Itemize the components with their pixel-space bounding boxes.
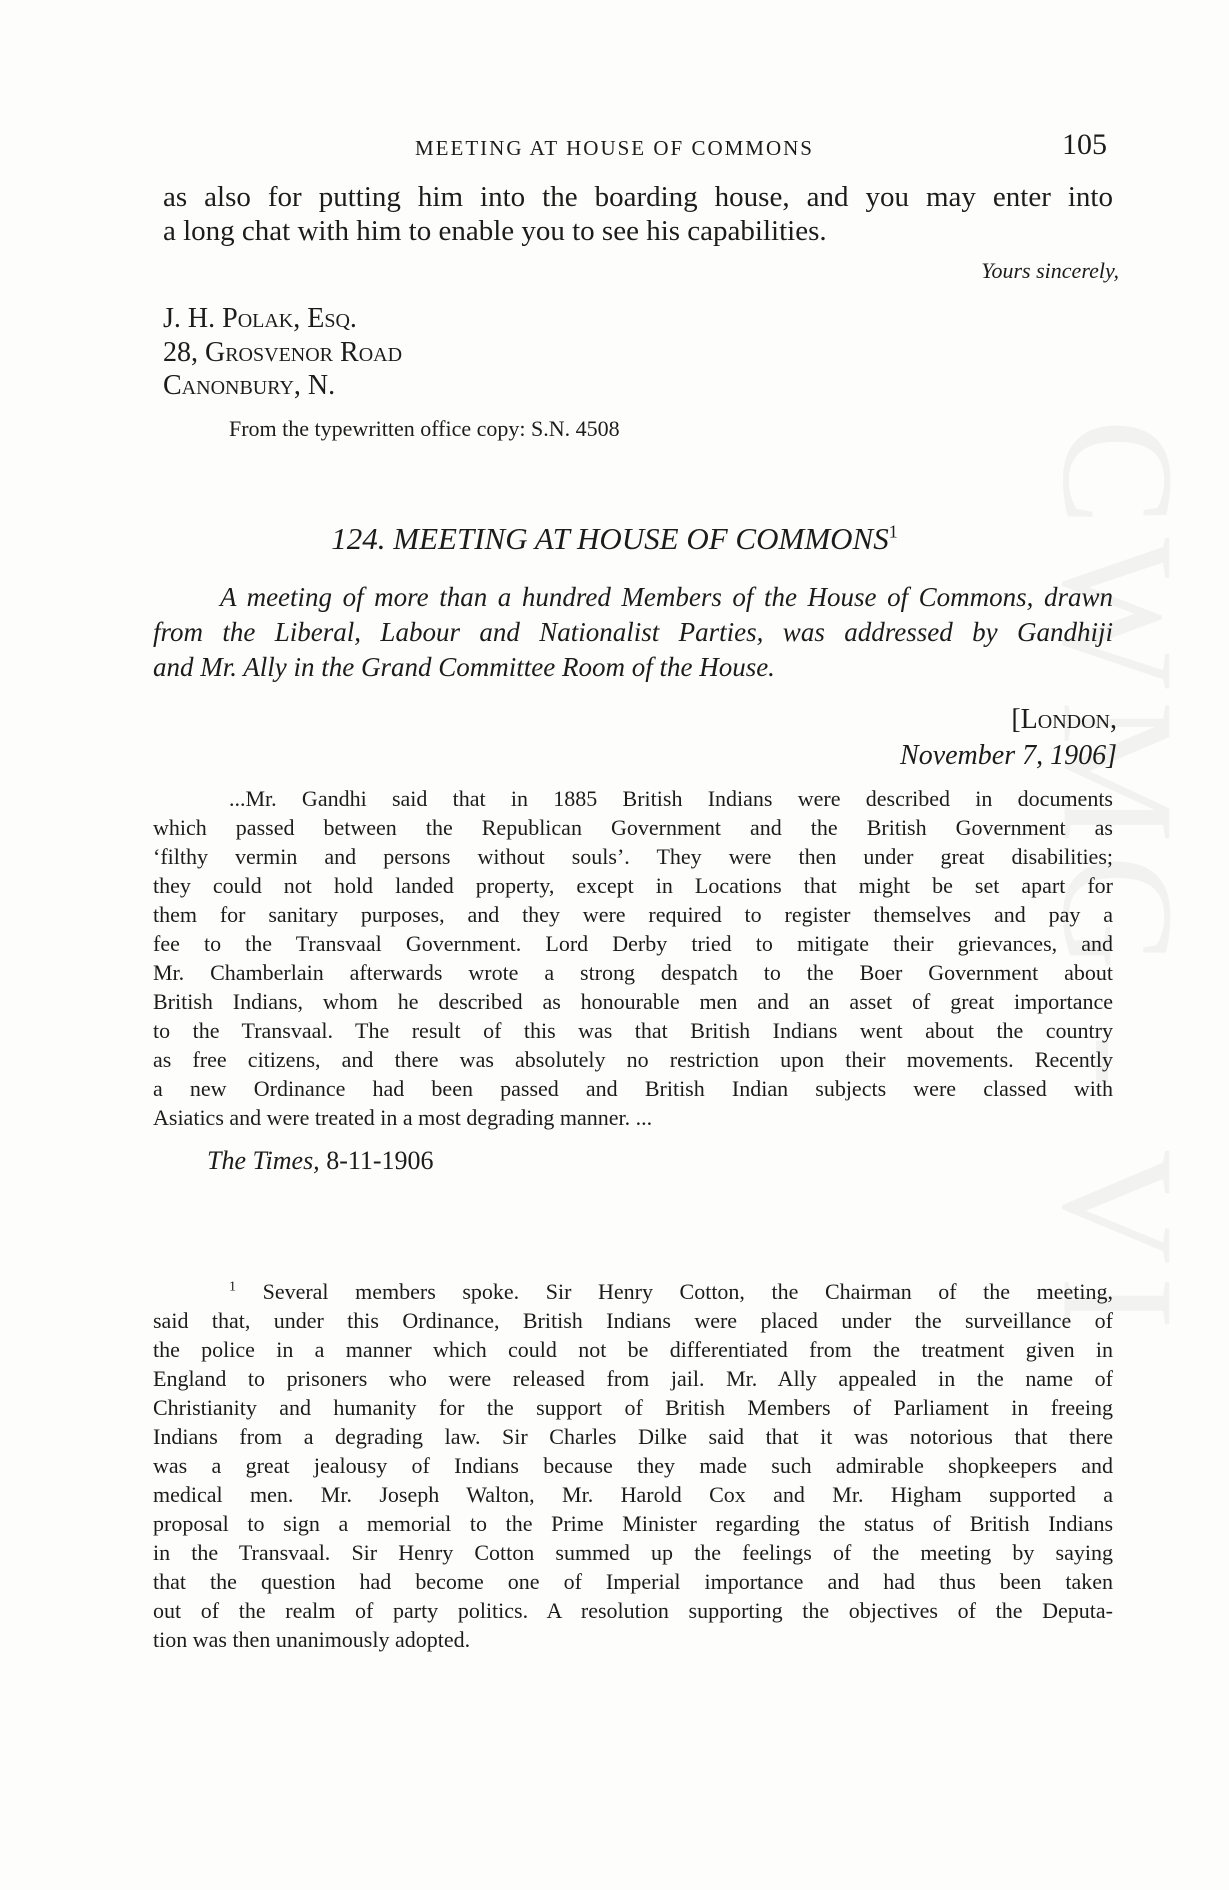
footnote-line-10: in the Transvaal. Sir Henry Cotton summed up the feelings of the meeting by saying <box>153 1540 1113 1565</box>
letter-line-2: a long chat with him to enable you to see his capabilities. <box>163 215 827 247</box>
body-line-12: Asiatics and were treated in a most degrading manner. ... <box>153 1105 653 1130</box>
running-head: MEETING AT HOUSE OF COMMONS <box>415 136 814 160</box>
citation-date: 8-11-1906 <box>326 1146 434 1175</box>
body-line-3: ‘filthy vermin and persons without souls’. They were then under great disabilities; <box>153 844 1113 869</box>
heading-footnote-marker: 1 <box>888 521 898 542</box>
body-line-2: which passed between the Republican Government and the British Government as <box>153 815 1113 840</box>
letter-line-1: as also for putting him into the boarding house, and you may enter into <box>163 181 1113 213</box>
citation-title: The Times, <box>207 1146 320 1175</box>
source-note: From the typewritten office copy: S.N. 4508 <box>229 416 620 441</box>
citation <box>207 1146 434 1176</box>
footnote-line-12: out of the realm of party politics. A resolution supporting the objectives of the Deputa- <box>153 1598 1113 1623</box>
body-line-10: as free citizens, and there was absolutely no restriction upon their movements. Recently <box>153 1047 1113 1072</box>
footnote-line-4: England to prisoners who were released from jail. Mr. Ally appealed in the name of <box>153 1366 1113 1391</box>
article-heading: 124. MEETING AT HOUSE OF COMMONS$^1$ <box>331 521 898 556</box>
address-name: J. H. Polak, Esq. <box>163 303 357 334</box>
dateline-date: November 7, 1906] <box>900 740 1117 771</box>
body-line-6: fee to the Transvaal Government. Lord Derby tried to mitigate their grievances, and <box>153 931 1113 956</box>
footnote-line-9: proposal to sign a memorial to the Prime Minister regarding the status of British Indians <box>153 1511 1113 1536</box>
body-line-4: they could not hold landed property, except in Locations that might be set apart for <box>153 873 1113 898</box>
body-line-8: British Indians, whom he described as honourable men and an asset of great importance <box>153 989 1113 1014</box>
footnote-line-2: said that, under this Ordinance, British Indians were placed under the surveillance of <box>153 1308 1113 1333</box>
body-line-9: to the Transvaal. The result of this was that British Indians went about the country <box>153 1018 1113 1043</box>
intro-line-3: and Mr. Ally in the Grand Committee Room of the House. <box>153 652 775 682</box>
signoff: Yours sincerely, <box>981 258 1119 283</box>
body-line-5: them for sanitary purposes, and they were required to register themselves and pay a <box>153 902 1113 927</box>
intro-line-1: A meeting of more than a hundred Members of the House of Commons, drawn <box>220 582 1113 612</box>
footnote-line-7: was a great jealousy of Indians because they made such admirable shopkeepers and <box>153 1453 1113 1478</box>
body-line-11: a new Ordinance had been passed and British Indian subjects were classed with <box>153 1076 1113 1101</box>
footnote-line-6: Indians from a degrading law. Sir Charles Dilke said that it was notorious that there <box>153 1424 1113 1449</box>
footnote-line-3: the police in a manner which could not be differentiated from the treatment given in <box>153 1337 1113 1362</box>
page-number: 105 <box>1062 128 1107 161</box>
dateline-place: [London, <box>1011 704 1117 735</box>
footnote-line-11: that the question had become one of Imperial importance and had thus been taken <box>153 1569 1113 1594</box>
address-street: 28, Grosvenor Road <box>163 337 403 368</box>
footnote-line-5: Christianity and humanity for the support of British Members of Parliament in freeing <box>153 1395 1113 1420</box>
footnote-line-1: $^1$ Several members spoke. Sir Henry Cotton, the Chairman of the meeting, <box>229 1279 1114 1304</box>
address-district: Canonbury, N. <box>163 370 336 401</box>
footnote-line-8: medical men. Mr. Joseph Walton, Mr. Harold Cox and Mr. Higham supported a <box>153 1482 1113 1507</box>
body-line-1: ...Mr. Gandhi said that in 1885 British Indians were described in documents <box>229 786 1113 811</box>
body-line-7: Mr. Chamberlain afterwards wrote a strong despatch to the Boer Government about <box>153 960 1113 985</box>
footnote-line-13: tion was then unanimously adopted. <box>153 1627 471 1652</box>
footnote-marker: 1 <box>229 1279 236 1295</box>
intro-line-2: from the Liberal, Labour and Nationalist Parties, was addressed by Gandhiji <box>153 617 1113 647</box>
